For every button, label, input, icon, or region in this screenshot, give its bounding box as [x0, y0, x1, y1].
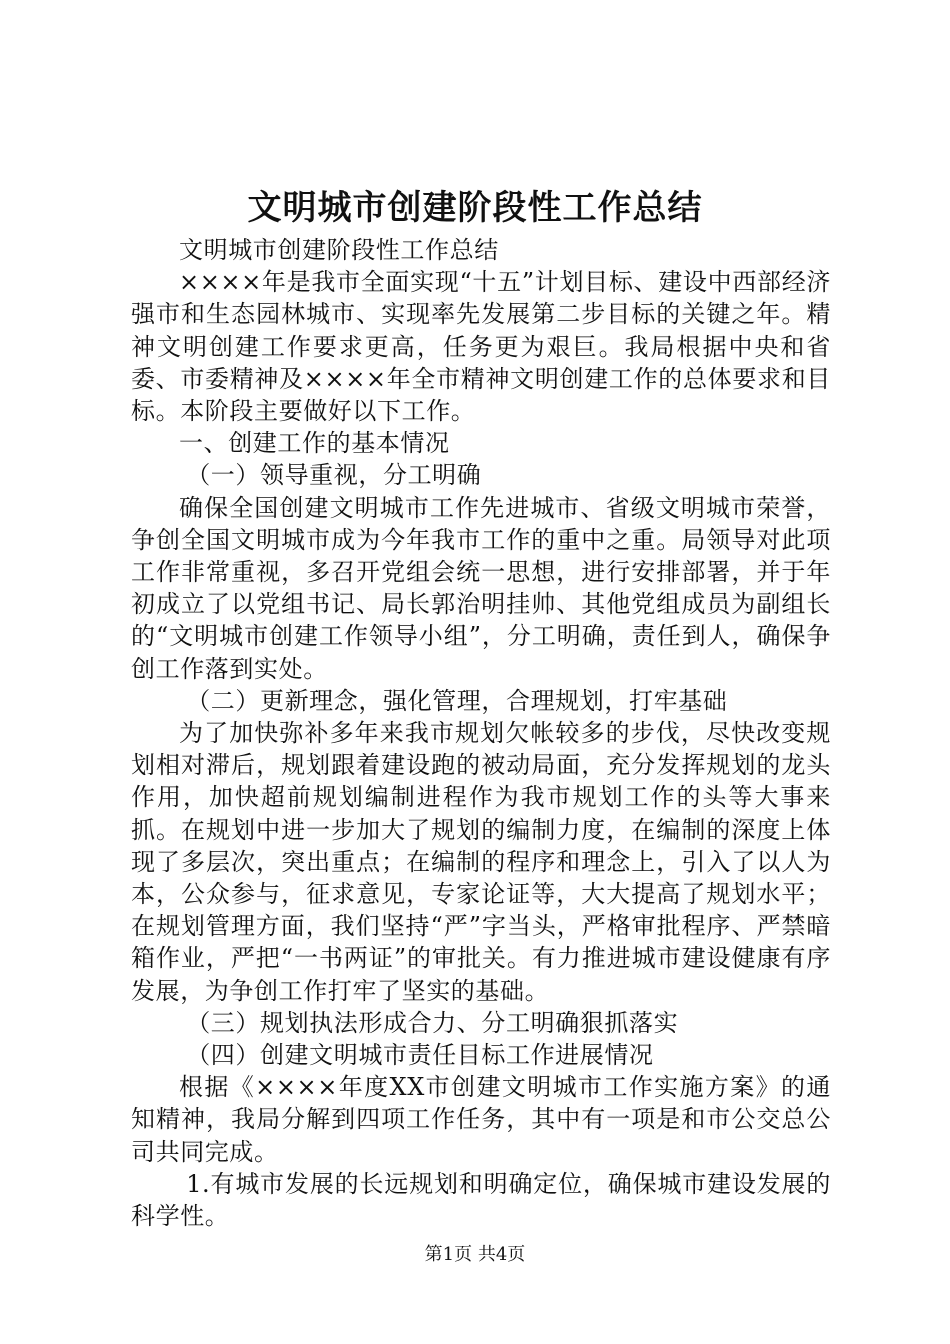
subsection-heading-3: （三）规划执法形成合力、分工明确狠抓落实 [186, 1008, 679, 1037]
paragraph-leadership: 确保全国创建文明城市工作先进城市、省级文明城市荣誉，争创全国文明城市成为今年我市工作的重中之重。局领导对此项工作非常重视，多召开党组会统一思想，进行安排部署，并于年初成立了以党组书记、局长郭治明挂帅、其他党组成员为副组长的“文明城市创建工作领导小组”，分工明确，责任到人，确保争创工作落到实处。 [131, 493, 831, 683]
page-footer: 第1页 共4页 [424, 1244, 526, 1265]
subsection-heading-2: （二）更新理念，强化管理，合理规划，打牢基础 [186, 686, 728, 715]
paragraph-planning: 为了加快弥补多年来我市规划欠帐较多的步伐，尽快改变规划相对滞后，规划跟着建设跑的被动局面，充分发挥规划的龙头作用，加快超前规划编制进程作为我市规划工作的头等大事来抓。在规划中进一步加大了规划的编制力度，在编制的深度上体现了多层次，突出重点；在编制的程序和理念上，引入了以人为本，公众参与，征求意见，专家论证等，大大提高了规划水平；在规划管理方面，我们坚持“严”字当头，严格审批程序、严禁暗箱作业，严把“一书两证”的审批关。有力推进城市建设健康有序发展，为争创工作打牢了坚实的基础。 [131, 719, 831, 1005]
document-body [131, 234, 831, 1232]
subsection-heading-1: （一）领导重视，分工明确 [186, 461, 482, 490]
paragraph-tasks: 根据《××××年度XX市创建文明城市工作实施方案》的通知精神，我局分解到四项工作任务，其中有一项是和市公交总公司共同完成。 [131, 1073, 831, 1166]
section-heading-1: 一、创建工作的基本情况 [179, 429, 450, 458]
list-item-1: 1.有城市发展的长远规划和明确定位，确保城市建设发展的科学性。 [131, 1169, 831, 1231]
paragraph-intro: ××××年是我市全面实现“十五”计划目标、建设中西部经济强市和生态园林城市、实现率先发展第二步目标的关键之年。精神文明创建工作要求更高，任务更为艰巨。我局根据中央和省委、市委精神及××××年全市精神文明创建工作的总体要求和目标。本阶段主要做好以下工作。 [131, 268, 831, 426]
document-title: 文明城市创建阶段性工作总结 [247, 188, 703, 228]
subsection-heading-4: （四）创建文明城市责任目标工作进展情况 [186, 1041, 654, 1070]
paragraph-subtitle: 文明城市创建阶段性工作总结 [179, 236, 499, 264]
